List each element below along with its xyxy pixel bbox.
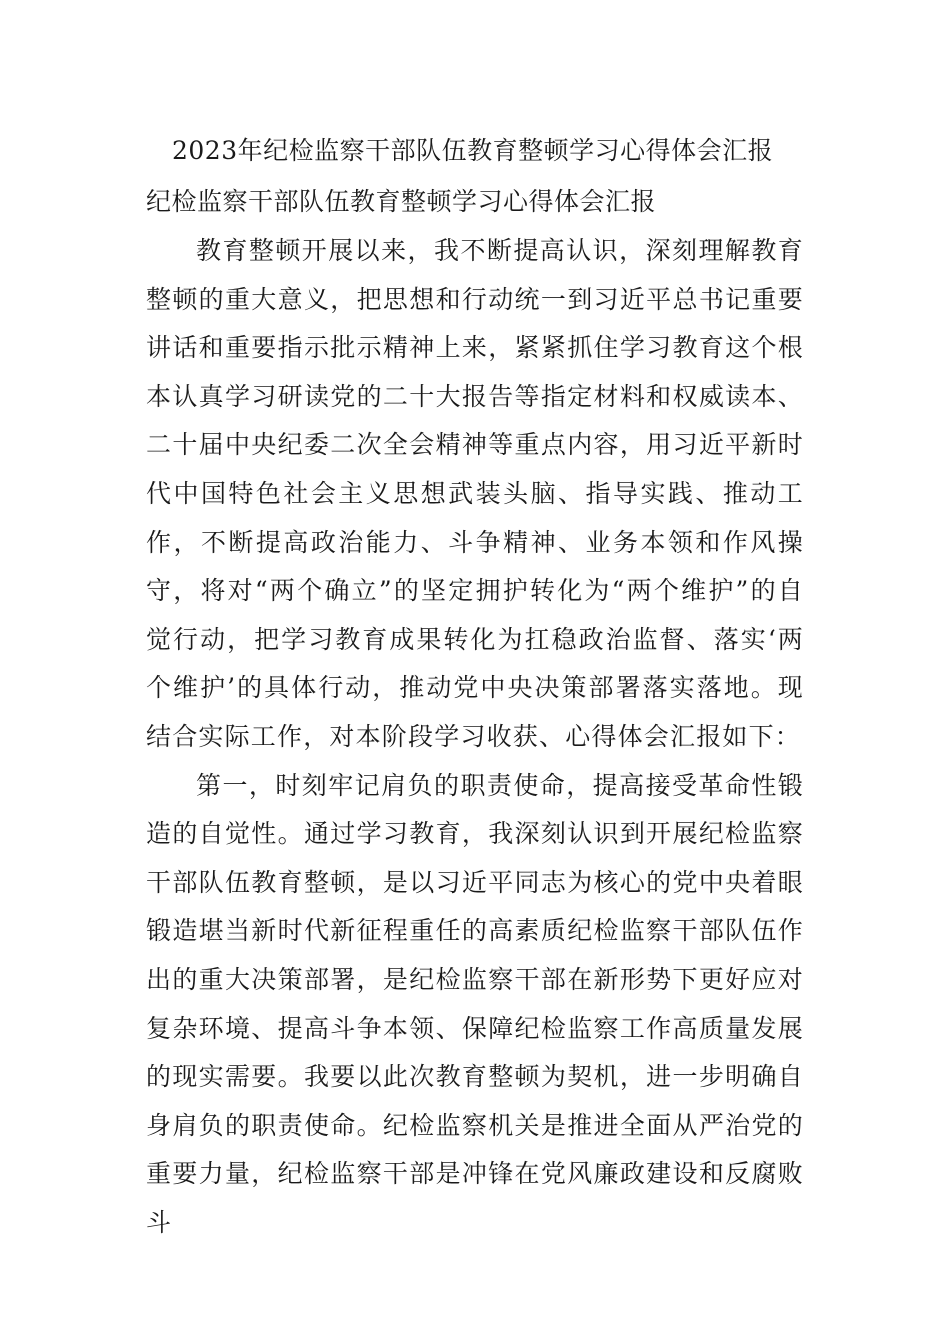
body-paragraph-2: 第一，时刻牢记肩负的职责使命，提高接受革命性锻造的自觉性。通过学习教育，我深刻认识到开展纪检监察干部队伍教育整顿，是以习近平同志为核心的党中央着眼锻造堪当新时代新征程重任的高素质纪检监察干部队伍作出的重大决策部署，是纪检监察干部在新形势下更好应对复杂环境、提高斗争本领、保障纪检监察工作高质量发展的现实需要。我要以此次教育整顿为契机，进一步明确自身肩负的职责使命。纪检监察机关是推进全面从严治党的重要力量，纪检监察干部是冲锋在党风廉政建设和反腐败斗	[146, 770, 804, 1237]
document-title: 2023年纪检监察干部队伍教育整顿学习心得体会汇报	[172, 136, 774, 165]
document-body	[146, 227, 804, 1247]
body-paragraph-1: 教育整顿开展以来，我不断提高认识，深刻理解教育整顿的重大意义，把思想和行动统一到习近平总书记重要讲话和重要指示批示精神上来，紧紧抓住学习教育这个根本认真学习研读党的二十大报告等指定材料和权威读本、二十届中央纪委二次全会精神等重点内容，用习近平新时代中国特色社会主义思想武装头脑、指导实践、推动工作，不断提高政治能力、斗争精神、业务本领和作风操守，将对“两个确立”的坚定拥护转化为“两个维护”的自觉行动，把学习教育成果转化为扛稳政治监督、落实‘两个维护’的具体行动，推动党中央决策部署落实落地。现结合实际工作，对本阶段学习收获、心得体会汇报如下：	[146, 236, 804, 751]
document-subtitle: 纪检监察干部队伍教育整顿学习心得体会汇报	[146, 187, 657, 216]
